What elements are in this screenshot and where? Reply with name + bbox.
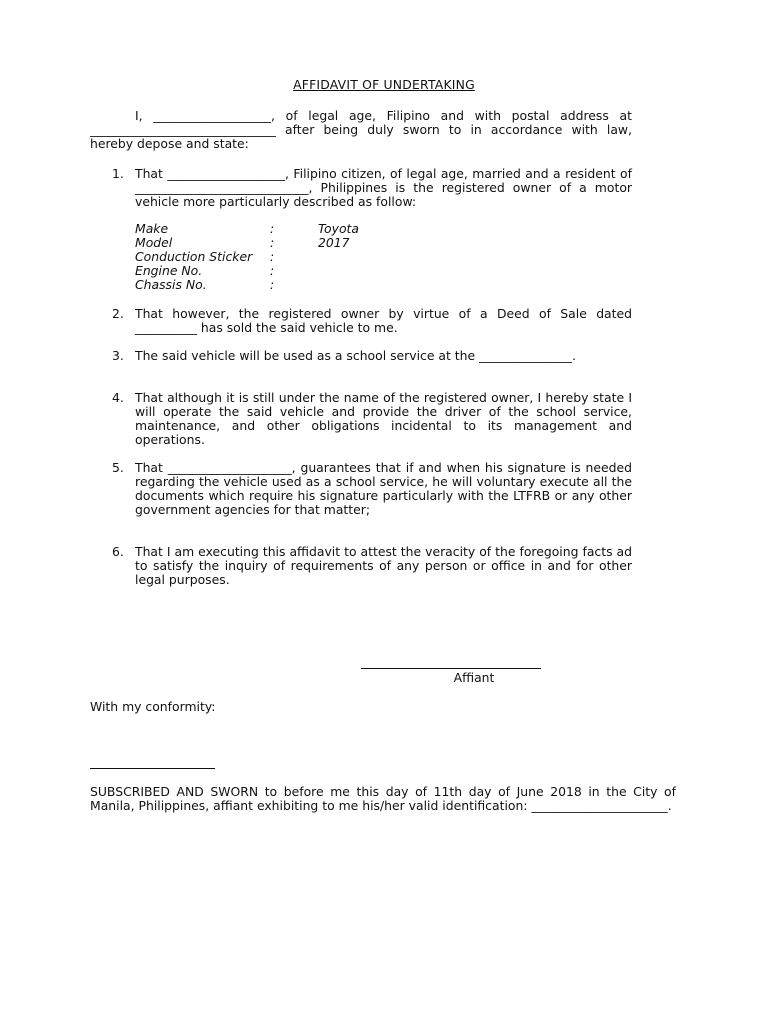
list-item-text: That I am executing this affidavit to attest the veracity of the foregoing facts ad to satisfy the inquiry of requirements of any person or office in and for other legal purposes. (135, 544, 632, 587)
vehicle-field-label: Model (135, 235, 173, 250)
vehicle-field-value: Toyota (318, 221, 359, 236)
vehicle-field-label: Make (135, 221, 169, 236)
vehicle-details (135, 222, 495, 292)
vehicle-row (135, 236, 495, 250)
list-item-number: 5. (112, 460, 124, 475)
vehicle-field-label: Conduction Sticker (135, 249, 253, 264)
vehicle-field-colon: : (270, 277, 275, 292)
vehicle-field-value: 2017 (318, 235, 350, 250)
intro-paragraph: I, ___________________, of legal age, Filipino and with postal address at ______________________________ after being duly sworn to in accordance with law, hereby depose and state: (90, 108, 632, 151)
vehicle-row (135, 222, 495, 236)
conformity-signature-line (90, 768, 215, 769)
list-item-number: 3. (112, 348, 124, 363)
document-title: AFFIDAVIT OF UNDERTAKING (293, 77, 475, 92)
list-item-text: That although it is still under the name of the registered owner, I hereby state I will operate the said vehicle and provide the driver of the school service, maintenance, and other obligations incidental to its management and operations. (135, 390, 632, 447)
affiant-label: Affiant (453, 670, 495, 685)
list-item-number: 6. (112, 544, 124, 559)
vehicle-field-label: Chassis No. (135, 277, 207, 292)
conformity-label: With my conformity: (90, 699, 216, 714)
list-item-number: 2. (112, 306, 124, 321)
vehicle-field-label: Engine No. (135, 263, 203, 278)
list-item-text: The said vehicle will be used as a school service at the _______________. (135, 348, 576, 363)
vehicle-field-colon: : (270, 263, 275, 278)
list-item-text: That ____________________, guarantees that if and when his signature is needed regarding the vehicle used as a school service, he will voluntary execute all the documents which require his signature particularly with the LTFRB or any other government agencies for that matter; (135, 460, 632, 517)
list-item-number: 4. (112, 390, 124, 405)
vehicle-field-colon: : (270, 235, 275, 250)
vehicle-row (135, 250, 495, 264)
vehicle-row (135, 264, 495, 278)
vehicle-field-colon: : (270, 221, 275, 236)
jurat-paragraph: SUBSCRIBED AND SWORN to before me this day of 11th day of June 2018 in the City of Manila, Philippines, affiant exhibiting to me his/her valid identification: ______________________. (90, 784, 676, 813)
affiant-signature-line (361, 668, 541, 669)
vehicle-field-colon: : (270, 249, 275, 264)
list-item-number: 1. (112, 166, 124, 181)
vehicle-row (135, 278, 495, 292)
list-item-text: That ___________________, Filipino citizen, of legal age, married and a resident of ____________________________, Philippines is the registered owner of a motor vehicle more particularly described as follow: (135, 166, 632, 209)
list-item-text: That however, the registered owner by virtue of a Deed of Sale dated __________ has sold the said vehicle to me. (135, 306, 632, 335)
